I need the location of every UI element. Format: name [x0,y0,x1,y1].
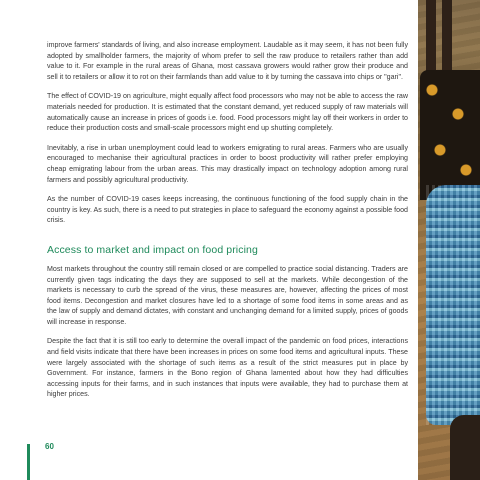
paragraph-value-addition: improve farmers' standards of living, and also increase employment. Laudable as it may seem, it has not been fully adopted by smallholder farmers, the majority of whom prefer to sell the raw produce to retailers rather than add value to it. For example in the rural areas of Ghana, most cassava growers would rather grow their produce and sell it to retailers or allow it to rot on their farmlands than add value to it by turning the cassava into chips or "gari". [47,41,408,81]
paragraph-food-supply-chain: As the number of COVID-19 cases keeps increasing, the continuous functioning of the food supply chain in the country is key. As such, there is a need to put strategies in place to safeguard the economy against a possible food crisis. [47,195,408,225]
photo-blue-cloth [426,185,480,425]
paragraph-market-closures: Most markets throughout the country still remain closed or are compelled to practice social distancing. Traders are currently given tags indicating the days they are supposed to sell at the markets. While decongestion of the markets is necessary to curb the spread of the virus, these measures are, however, affecting the prices of most food items. Decongestion and market closures have led to a shortage of some food items in some areas and as the law of supply and demand dictates, with constant and unchanging demand for a limited supply, prices of goods will increase in response. [47,264,408,326]
photo-child [450,415,480,480]
paragraph-food-processors: The effect of COVID-19 on agriculture, might equally affect food processors who may not be able to access the raw materials needed for production. It is estimated that the constant demand, yet reduced supply of raw materials will automatically cause an increase in prices of goods i.e. food. Food processors might lay off their workers in order to reduce their production costs and small-scale processors might end up shutting completely. [47,92,408,133]
accent-bar [27,444,30,480]
section-heading: Access to market and impact on food pricing [47,243,258,256]
market-photo [418,0,480,480]
page-number: 60 [45,442,54,451]
photo-patterned-cloth [420,70,480,200]
paragraph-food-prices: Despite the fact that it is still too early to determine the overall impact of the pandemic on food prices, interactions and field visits indicate that there have been increases in prices on some food items and agricultural inputs. These were largely associated with the shortage of such items as a result of the strict measures put in place by Government. For instance, farmers in the Bono region of Ghana lamented about how they had difficulties accessing inputs for their farms, and in such instances that inputs were available, they had to purchase them at higher prices. [47,337,408,399]
paragraph-urban-unemployment: Inevitably, a rise in urban unemployment could lead to workers emigrating to rural areas. Farmers who are usually encouraged to mechanise their agricultural practices in order to boost productivity will rather prefer employing cheap emigrating labour from the urban areas. This may drastically impact on technology adoption among rural farmers and possibly agricultural productivity. [47,143,408,184]
text-column [47,40,408,409]
